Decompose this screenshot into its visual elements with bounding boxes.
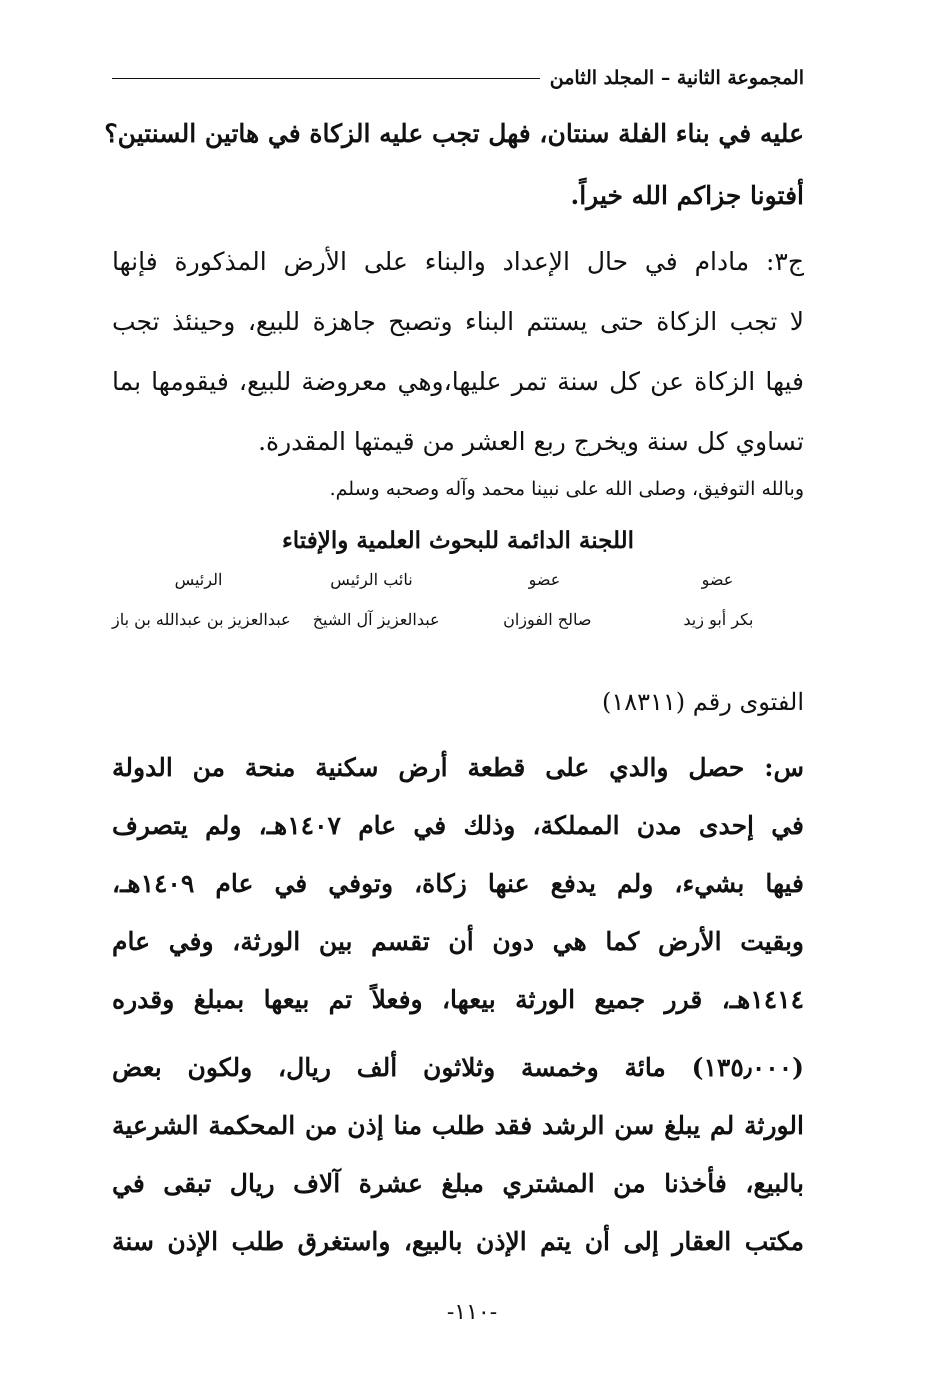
question-line: أفتونا جزاكم الله خيراً. [570,181,804,210]
question2-line: الورثة لم يبلغ سن الرشد فقد طلب منا إذن من المحكمة الشرعية [112,1111,804,1140]
question2-line: س: حصل والدي على قطعة أرض سكنية منحة من الدولة [112,753,804,782]
signatory-name: بكر أبو زيد [683,610,754,629]
signatory-name: صالح الفوزان [503,610,592,629]
signatory-role: نائب الرئيس [330,570,413,589]
answer-line: فيها الزكاة عن كل سنة تمر عليها،وهي معروضة للبيع، فيقومها بما [112,367,805,396]
signatory-names [112,610,804,629]
signatory-roles [112,570,804,589]
question-line: عليه في بناء الفلة سنتان، فهل تجب عليه الزكاة في هاتين السنتين؟ [104,119,804,148]
page-number: -١١٠- [446,1300,498,1325]
running-header [112,62,804,94]
signatory-name: عبدالعزيز آل الشيخ [312,610,440,629]
closing-formula: وبالله التوفيق، وصلى الله على نبينا محمد وآله وصحبه وسلم. [329,478,804,500]
signatory-name: عبدالعزيز بن عبدالله بن باز [112,610,291,629]
answer-line: تساوي كل سنة ويخرج ربع العشر من قيمتها المقدرة. [258,427,804,456]
answer-line: ج٣: مادام في حال الإعداد والبناء على الأرض المذكورة فإنها [112,247,804,276]
question2-line: ١٤١٤هـ، قرر جميع الورثة بيعها، وفعلاً تم بيعها بمبلغ وقدره [112,985,804,1014]
question2-line: في إحدى مدن المملكة، وذلك في عام ١٤٠٧هـ، ولم يتصرف [112,811,804,840]
fatwa-number: الفتوى رقم (١٨٣١١) [601,688,804,716]
signatory-role: عضو [701,570,734,589]
question2-line: مكتب العقار إلى أن يتم الإذن بالبيع، واستغرق طلب الإذن سنة [112,1227,804,1256]
committee-title: اللجنة الدائمة للبحوث العلمية والإفتاء [281,527,635,554]
signatory-role: عضو [528,570,561,589]
header-title: المجموعة الثانية – المجلد الثامن [549,67,804,89]
question2-line: وبقيت الأرض كما هي دون أن تقسم بين الورثة، وفي عام [112,927,804,956]
question2-line: فيها بشيء، ولم يدفع عنها زكاة، وتوفي في عام ١٤٠٩هـ، [112,869,804,898]
question2-line: بالبيع، فأخذنا من المشتري مبلغ عشرة آلاف ريال تبقى في [112,1169,804,1198]
question2-line: (١٣٥٫٠٠٠) مائة وخمسة وثلاثون ألف ريال، ولكون بعض [112,1053,804,1082]
signatory-role: الرئيس [174,570,223,589]
header-rule [112,78,540,79]
answer-line: لا تجب الزكاة حتى يستتم البناء وتصبح جاهزة للبيع، وحينئذ تجب [112,307,804,336]
